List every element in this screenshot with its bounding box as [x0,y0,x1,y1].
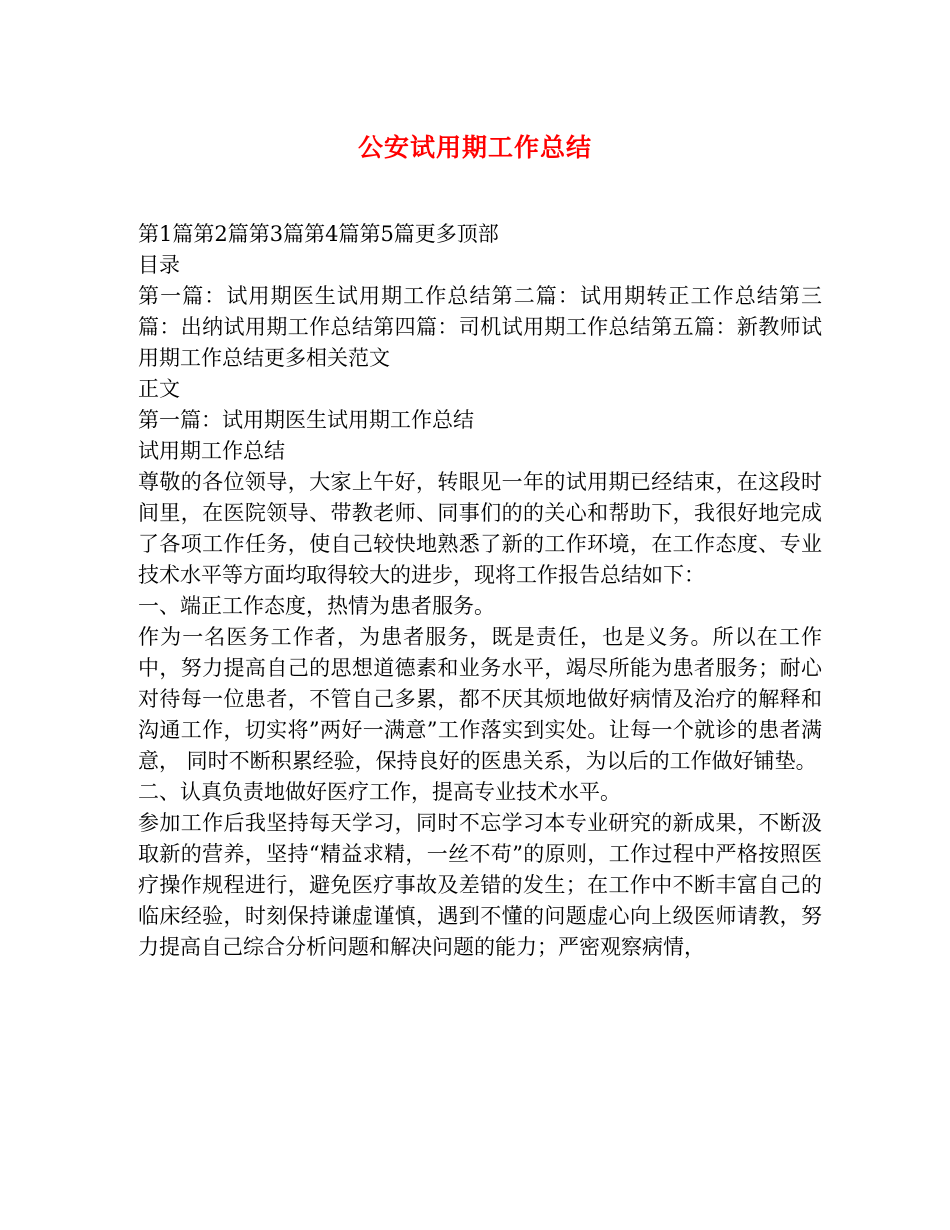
document-body [138,219,822,963]
paragraph-attitude: 作为一名医务工作者，为患者服务，既是责任，也是义务。所以在工作中，努力提高自己的思想道德素和业务水平，竭尽所能为患者服务；耐心对待每一位患者，不管自己多累，都不厌其烦地做好病情及治疗的解释和沟通工作，切实将”两好一满意”工作落实到实处。让每一个就诊的患者满意， 同时不断积累经验，保持良好的医患关系，为以后的工作做好铺垫。 [138,625,822,773]
paragraph-greeting: 尊敬的各位领导，大家上午好，转眼见一年的试用期已经结束，在这段时间里，在医院领导、带教老师、同事们的的关心和帮助下，我很好地完成了各项工作任务，使自己较快地熟悉了新的工作环境，在工作态度、专业技术水平等方面均取得较大的进步，现将工作报告总结如下： [138,470,822,587]
paragraph-medical-work: 参加工作后我坚持每天学习，同时不忘学习本专业研究的新成果，不断汲取新的营养，坚持“精益求精，一丝不苟”的原则，工作过程中严格按照医疗操作规程进行，避免医疗事故及差错的发生；在工作中不断丰富自己的临床经验，时刻保持谦虚谨慎，遇到不懂的问题虚心向上级医师请教，努力提高自己综合分析问题和解决问题的能力；严密观察病情， [138,811,822,959]
article-nav-links[interactable]: 第1篇第2篇第3篇第4篇第5篇更多顶部 [138,222,499,246]
article-title: 第一篇：试用期医生试用期工作总结 [138,408,474,432]
section-heading-2: 二、认真负责地做好医疗工作，提高专业技术水平。 [138,780,621,804]
toc-heading: 目录 [138,253,180,277]
toc-list[interactable]: 第一篇：试用期医生试用期工作总结第二篇：试用期转正工作总结第三篇：出纳试用期工作总结第四篇：司机试用期工作总结第五篇：新教师试用期工作总结更多相关范文 [138,284,822,370]
body-heading: 正文 [138,377,180,401]
page-title: 公安试用期工作总结 [357,133,592,162]
section-heading-1: 一、端正工作态度，热情为患者服务。 [138,594,495,618]
article-subtitle: 试用期工作总结 [138,439,285,463]
